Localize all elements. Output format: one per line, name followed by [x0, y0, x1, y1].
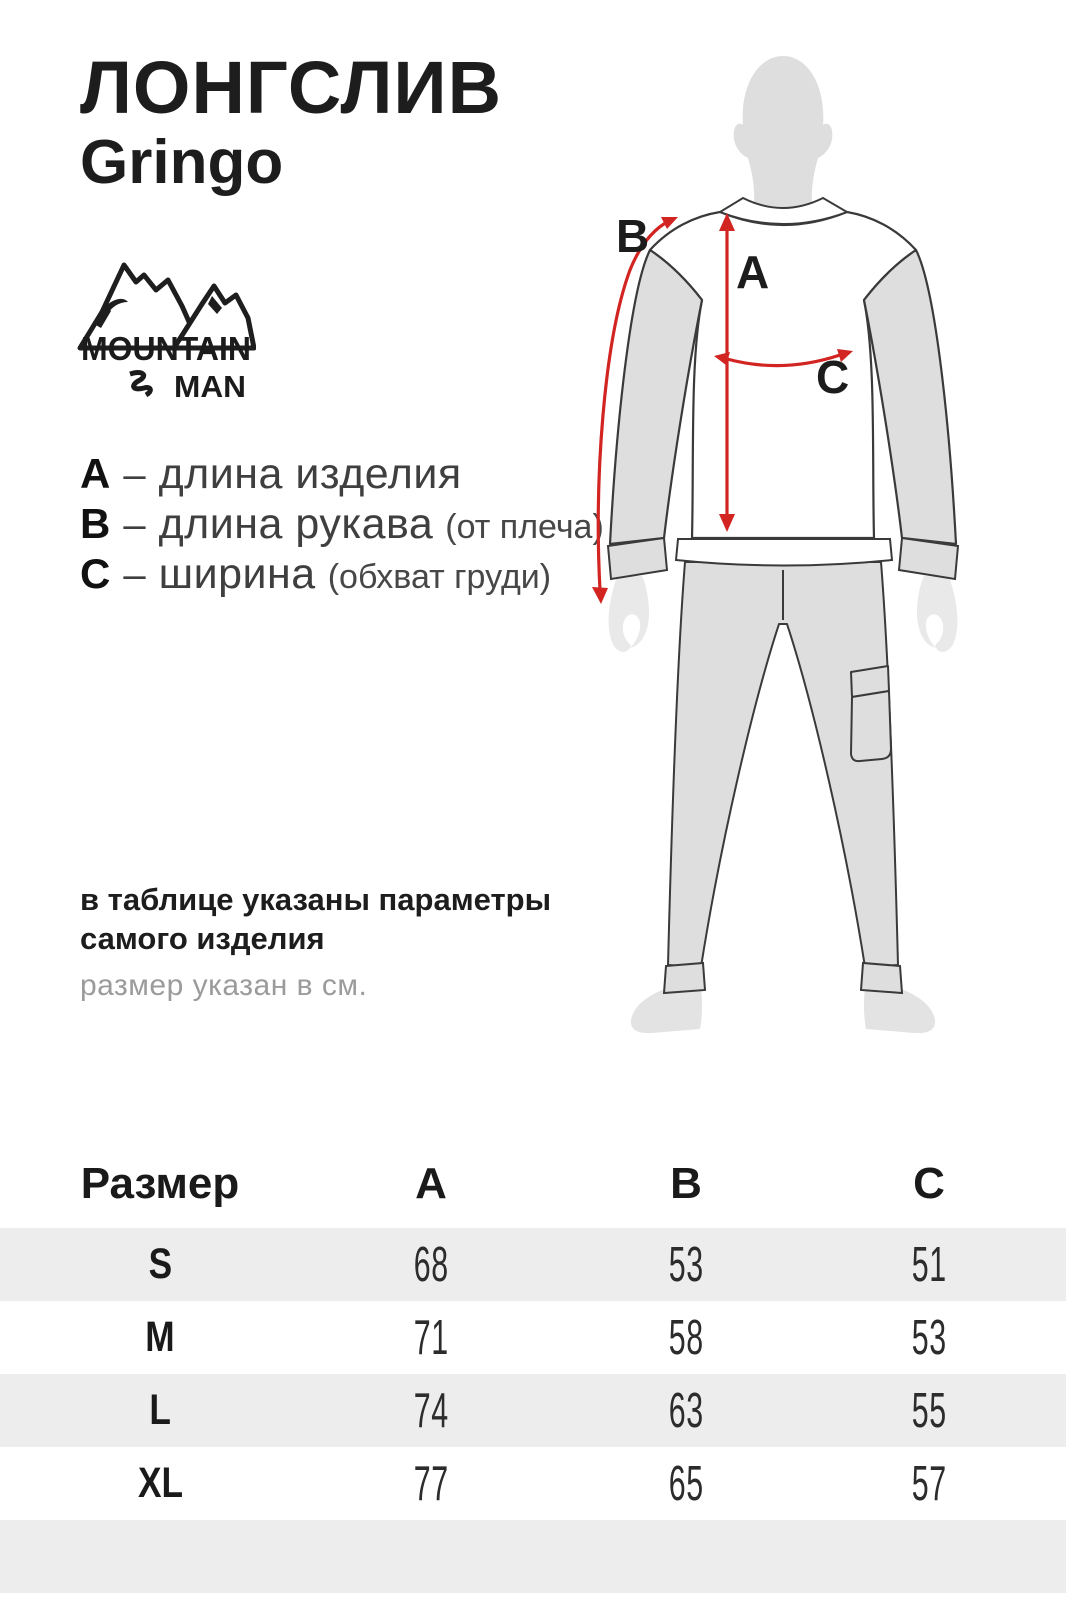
legend-letter-a: A: [80, 450, 111, 497]
brand-logo: [76, 254, 256, 404]
legend-dash: –: [123, 453, 146, 497]
measurement-diagram: [550, 30, 1066, 1060]
value-cell-a: 74: [413, 1383, 449, 1438]
pant-cuff: [664, 963, 705, 993]
value-cell-a: 77: [413, 1456, 449, 1511]
figure-hand: [609, 576, 649, 652]
legend-label-a: длина изделия: [158, 450, 462, 498]
value-cell-b: 53: [668, 1237, 704, 1292]
table-row-s: [0, 1228, 1066, 1301]
product-title-block: [80, 46, 503, 197]
diagram-label-a: A: [736, 246, 770, 298]
value-cell-b: 58: [668, 1310, 704, 1365]
table-note-units: размер указан в см.: [80, 969, 368, 1002]
value-cell-b: 63: [668, 1383, 704, 1438]
shirt-hem-band: [676, 539, 892, 566]
size-table: [0, 1130, 1066, 1593]
legend-row-b: [80, 500, 604, 550]
legend-dash: –: [123, 553, 146, 597]
diagram-label-b: B: [616, 210, 650, 262]
figure-foot: [631, 988, 702, 1033]
legend-note-c: (обхват груди): [327, 558, 552, 596]
size-cell: XL: [137, 1459, 183, 1507]
table-header-row: [0, 1130, 1066, 1228]
brand-name-line1: MOUNTAIN: [81, 330, 251, 367]
value-cell-a: 71: [413, 1310, 449, 1365]
diagram-label-c: C: [816, 351, 850, 403]
legend-letter-b: B: [80, 500, 111, 547]
sleeve-cuff: [608, 538, 667, 579]
col-header-c: C: [913, 1159, 945, 1208]
product-title: ЛОНГСЛИВ: [80, 46, 503, 129]
legend-row-c: [80, 550, 604, 600]
table-note: [80, 880, 551, 1003]
value-cell-c: 51: [911, 1237, 947, 1292]
table-row-l: [0, 1374, 1066, 1447]
size-cell: L: [149, 1386, 171, 1434]
value-cell-c: 55: [911, 1383, 947, 1438]
river-squiggle-icon: [130, 373, 150, 395]
value-cell-b: 65: [668, 1456, 704, 1511]
figure-shirt-body: [650, 212, 916, 538]
legend-label-c: ширина: [158, 550, 316, 598]
value-cell-c: 53: [911, 1310, 947, 1365]
size-cell: M: [145, 1313, 175, 1361]
value-cell-a: 68: [413, 1237, 449, 1292]
size-cell: S: [148, 1240, 172, 1288]
value-cell-c: 57: [911, 1456, 947, 1511]
measurement-legend: [80, 450, 604, 600]
figure-pants: [668, 562, 898, 967]
col-header-size: Размер: [80, 1159, 240, 1208]
col-header-b: B: [670, 1159, 702, 1208]
legend-label-b: длина рукава: [158, 500, 434, 548]
table-row-xl: [0, 1447, 1066, 1520]
table-note-line1: в таблице указаны параметры: [80, 882, 552, 917]
table-row-m: [0, 1301, 1066, 1374]
col-header-a: A: [415, 1159, 447, 1208]
figure-head: [734, 56, 833, 222]
table-row-empty: [0, 1520, 1066, 1593]
legend-row-a: [80, 450, 604, 500]
legend-dash: –: [123, 503, 146, 547]
product-subtitle: Gringo: [80, 128, 284, 197]
table-note-line2: самого изделия: [80, 921, 325, 956]
legend-letter-c: C: [80, 550, 111, 597]
legend-note-b: (от плеча): [445, 508, 604, 546]
cargo-pocket: [851, 666, 891, 761]
brand-name-line2: MAN: [174, 369, 246, 404]
